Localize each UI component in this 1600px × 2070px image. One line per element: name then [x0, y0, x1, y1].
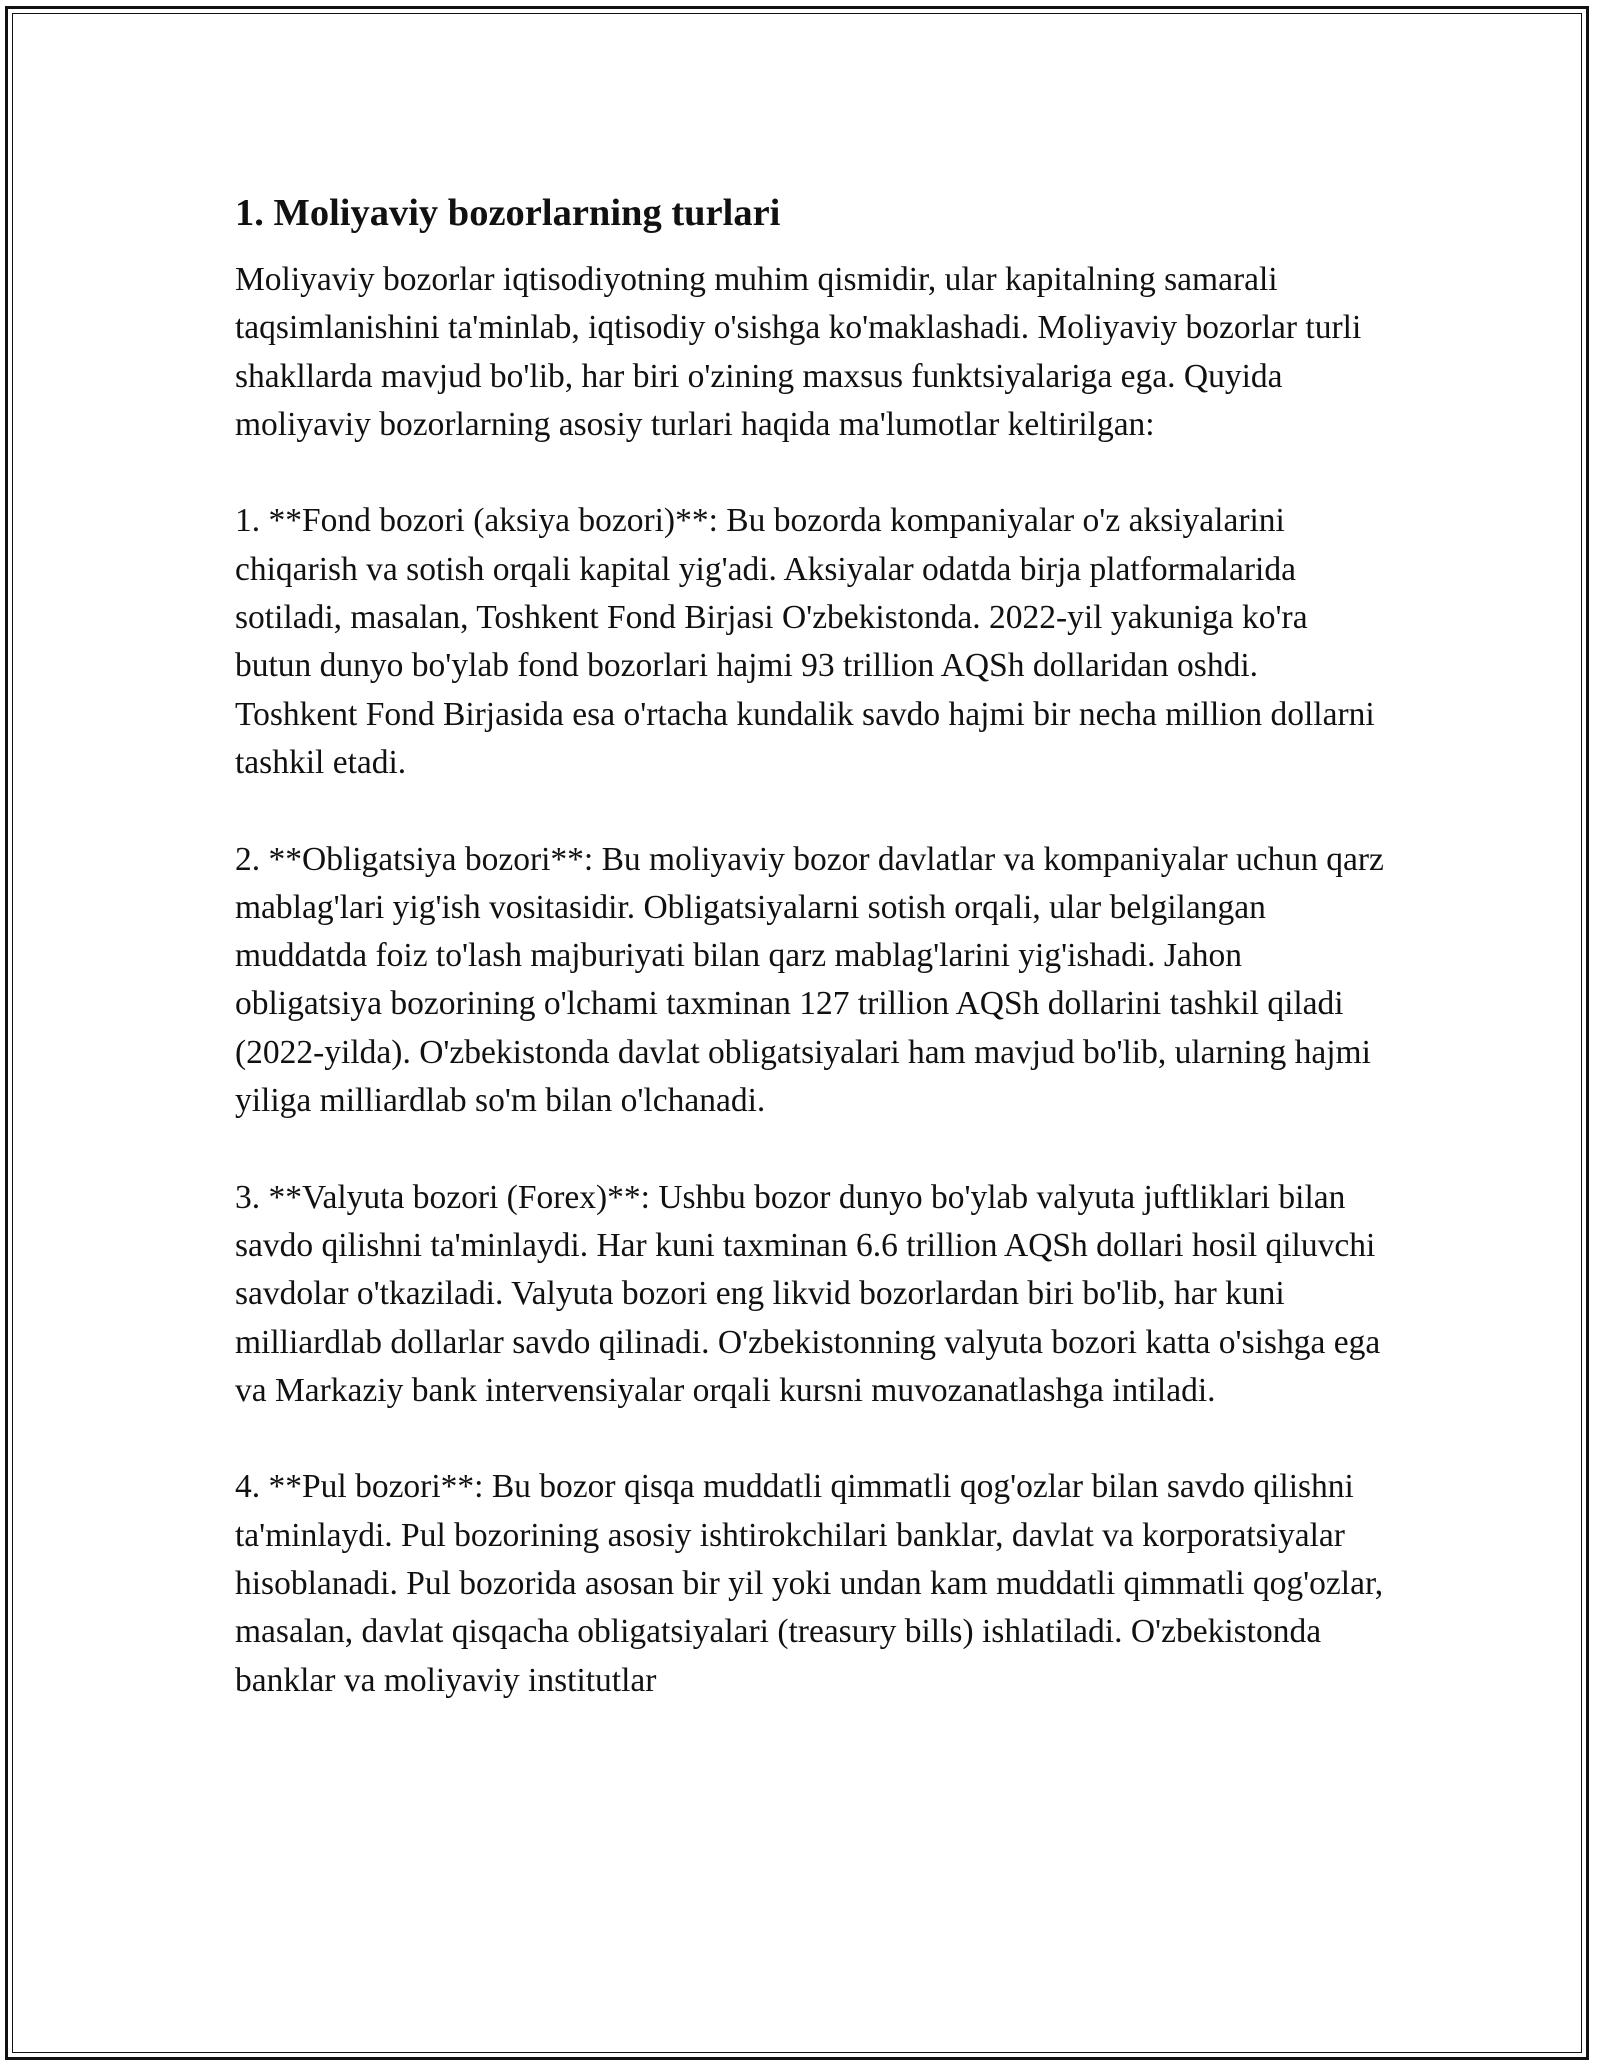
paragraph-pul-bozori: 4. **Pul bozori**: Bu bozor qisqa muddatli qimmatli qog'ozlar bilan savdo qilishni ta'minlaydi. Pul bozorining asosiy ishtirokchilari banklar, davlat va korporatsiyalar hisoblanadi. Pul bozorida asosan bir yil yoki undan kam muddatli qimmatli qog'ozlar, masalan, davlat qisqacha obligatsiyalari (treasury bills) ishlatiladi. O'zbekistonda banklar va moliyaviy institutlar — [235, 1468, 1384, 1699]
paragraph-fond-bozori: 1. **Fond bozori (aksiya bozori)**: Bu bozorda kompaniyalar o'z aksiyalarini chiqarish va sotish orqali kapital yig'adi. Aksiyalar odatda birja platformalarida sotiladi, masalan, Toshkent Fond Birjasi O'zbekistonda. 2022-yil yakuniga ko'ra butun dunyo bo'ylab fond bozorlari hajmi 93 trillion AQSh dollaridan oshdi. Toshkent Fond Birjasida esa o'rtacha kundalik savdo hajmi bir necha million dollarni tashkil etadi. — [235, 502, 1375, 781]
paragraph-obligatsiya-bozori: 2. **Obligatsiya bozori**: Bu moliyaviy bozor davlatlar va kompaniyalar uchun qarz mablag'lari yig'ish vositasidir. Obligatsiyalarni sotish orqali, ular belgilangan muddatda foiz to'lash majburiyati bilan qarz mablag'larini yig'ishadi. Jahon obligatsiya bozorining o'lchami taxminan 127 trillion AQSh dollarini tashkil qiladi (2022-yilda). O'zbekistonda davlat obligatsiyalari ham mavjud bo'lib, ularning hajmi yiliga milliardlab so'm bilan o'lchanadi. — [235, 840, 1384, 1120]
section-heading: 1. Moliyaviy bozorlarning turlari — [235, 192, 781, 234]
intro-paragraph: Moliyaviy bozorlar iqtisodiyotning muhim qismidir, ular kapitalning samarali taqsimlanishini ta'minlab, iqtisodiy o'sishga ko'maklashadi. Moliyaviy bozorlar turli shakllarda mavjud bo'lib, har biri o'zining maxsus funktsiyalariga ega. Quyida moliyaviy bozorlarning asosiy turlari haqida ma'lumotlar keltirilgan: — [235, 261, 1362, 443]
document-body — [235, 185, 1385, 1705]
paragraph-valyuta-bozori: 3. **Valyuta bozori (Forex)**: Ushbu bozor dunyo bo'ylab valyuta juftliklari bilan savdo qilishni ta'minlaydi. Har kuni taxminan 6.6 trillion AQSh dollari hosil qiluvchi savdolar o'tkaziladi. Valyuta bozori eng likvid bozorlardan biri bo'lib, har kuni milliardlab dollarlar savdo qilinadi. O'zbekistonning valyuta bozori katta o'sishga ega va Markaziy bank intervensiyalar orqali kursni muvozanatlashga intiladi. — [235, 1178, 1381, 1409]
